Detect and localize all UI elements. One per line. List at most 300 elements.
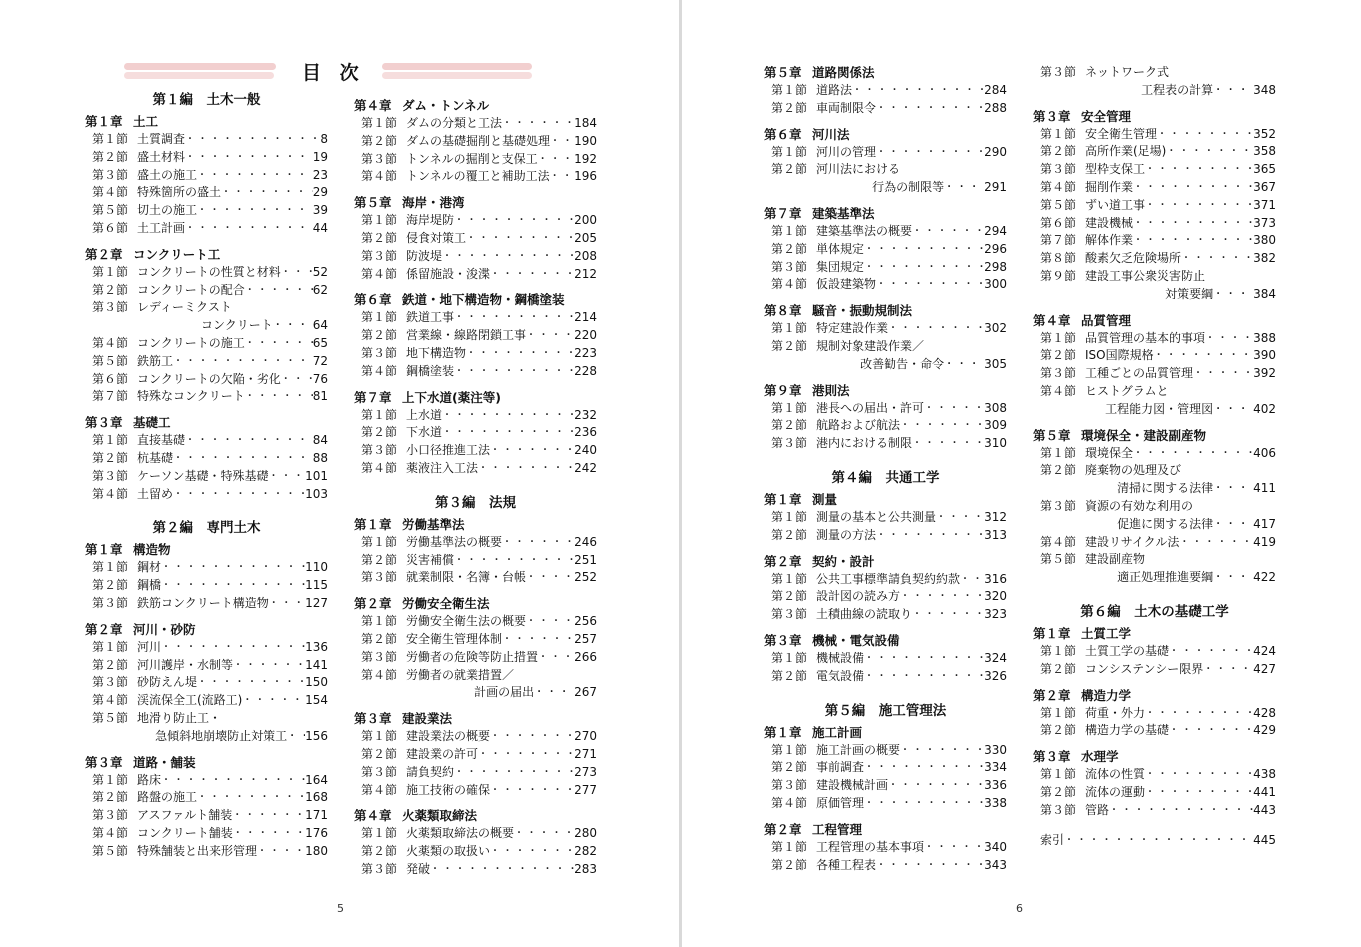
page-number: 81	[312, 389, 328, 404]
section-number: 第３節	[361, 151, 398, 166]
leader-dots	[466, 230, 574, 248]
chapter-title: 河川・砂防	[133, 621, 196, 637]
leader-dots	[1203, 661, 1253, 679]
section-number: 第７節	[1040, 233, 1077, 248]
toc-spacer	[85, 238, 328, 246]
leader-dots	[245, 388, 313, 406]
toc-entry	[354, 460, 597, 478]
chapter-number: 第６章	[764, 126, 802, 142]
section-title-wrap	[406, 266, 574, 284]
leader-dots	[173, 353, 313, 371]
leader-dots	[502, 534, 574, 552]
leader-dots	[185, 149, 313, 167]
section-title: 侵食対策工	[406, 230, 467, 245]
section-number: 第３節	[92, 595, 129, 610]
page-number-right: 6	[1016, 902, 1023, 915]
toc-entry	[354, 613, 597, 631]
toc-entry	[354, 230, 597, 248]
toc-entry-continuation	[764, 356, 1007, 374]
toc-entry	[1033, 215, 1276, 233]
section-title: 索引	[1040, 832, 1065, 847]
section-title: 鉄道工事	[406, 310, 455, 325]
toc-entry	[354, 407, 597, 425]
section-title: 廃棄物の処理及び	[1085, 463, 1182, 478]
section-title: 労働者の就業措置／	[406, 667, 515, 682]
page-number: 288	[984, 100, 1007, 115]
leader-dots	[864, 668, 984, 686]
section-number: 第４節	[771, 277, 808, 292]
leader-dots	[924, 839, 984, 857]
toc-column-1	[85, 87, 328, 861]
section-title: 事前調査	[816, 760, 865, 775]
toc-spacer	[354, 283, 597, 291]
section-title-wrap	[137, 264, 313, 282]
leader-dots	[478, 746, 574, 764]
toc-entry	[85, 282, 328, 300]
toc-entry	[764, 223, 1007, 241]
leader-dots	[1133, 232, 1253, 250]
section-title-wrap	[816, 571, 984, 589]
page-number: 214	[574, 310, 597, 325]
leader-dots	[490, 843, 574, 861]
toc-entry	[85, 149, 328, 167]
section-title: コンクリートの性質と材料	[137, 264, 281, 279]
section-title: 土留め	[137, 486, 174, 501]
section-number: 第１節	[1040, 643, 1077, 658]
leader-dots	[197, 167, 313, 185]
title-decoration-right-2	[382, 72, 532, 79]
section-title: 施工技術の確保	[406, 782, 491, 797]
section-title-wrap	[406, 534, 574, 552]
section-number: 第２節	[771, 527, 808, 542]
leader-dots	[197, 789, 305, 807]
toc-entry	[1033, 498, 1276, 516]
section-number: 第３節	[1040, 65, 1077, 79]
toc-entry	[354, 843, 597, 861]
toc-entry	[764, 276, 1007, 294]
toc-entry	[764, 320, 1007, 338]
section-title-wrap	[816, 795, 984, 813]
section-title: 特定建設作業	[816, 321, 889, 336]
section-number: 第２節	[771, 162, 808, 177]
section-title: 測量の方法	[816, 527, 877, 542]
toc-entry	[354, 649, 597, 667]
toc-entry	[354, 728, 597, 746]
toc-spacer	[764, 813, 1007, 821]
page-number: 208	[574, 248, 597, 263]
section-title-wrap	[137, 202, 313, 220]
toc-entry	[764, 417, 1007, 435]
chapter-title: 工程管理	[812, 821, 863, 837]
chapter-heading	[764, 64, 1007, 82]
page-number: 316	[984, 571, 1007, 586]
page-number: 184	[574, 116, 597, 130]
page-number: 309	[984, 418, 1007, 433]
section-number: 第５節	[92, 710, 129, 725]
section-title: 渓流保全工(流路工)	[137, 693, 243, 708]
section-title: 構造力学の基礎	[1085, 723, 1170, 738]
toc-entry	[354, 569, 597, 587]
toc-entry	[85, 772, 328, 790]
toc-spacer	[764, 197, 1007, 205]
chapter-title: 環境保全・建設副産物	[1081, 427, 1207, 443]
section-title: 型枠支保工	[1085, 162, 1146, 177]
chapter-number: 第１章	[764, 491, 802, 507]
leader-dots	[257, 843, 305, 861]
section-title-continued: 清掃に関する法律	[1117, 481, 1214, 496]
page-number: 212	[574, 266, 597, 281]
chapter-number: 第２章	[1033, 687, 1071, 703]
title-decoration-left-2	[124, 72, 274, 79]
page-number: 411	[1253, 481, 1276, 496]
section-number: 第１節	[1040, 126, 1077, 141]
section-title: 集団規定	[816, 259, 865, 274]
toc-entry	[354, 309, 597, 327]
chapter-heading	[764, 632, 1007, 650]
section-title: ISO国際規格	[1085, 348, 1154, 363]
leader-dots	[233, 657, 305, 675]
section-title-wrap	[816, 259, 984, 277]
section-title-wrap	[816, 161, 1007, 179]
section-title: コンクリートの配合	[137, 282, 245, 297]
section-title-wrap	[816, 320, 984, 338]
section-title-wrap	[1085, 445, 1253, 463]
section-title: 特殊なコンクリート	[137, 389, 245, 404]
section-title: 労働者の危険等防止措置	[406, 649, 539, 664]
section-title-wrap	[816, 338, 1007, 356]
page-number: 251	[574, 552, 597, 567]
toc-entry	[1033, 161, 1276, 179]
section-title-wrap	[406, 151, 574, 169]
leader-dots	[281, 264, 313, 282]
section-number: 第２節	[1040, 784, 1077, 799]
leader-dots	[281, 371, 313, 389]
toc-spacer	[764, 374, 1007, 382]
toc-entry	[764, 527, 1007, 545]
page-right	[682, 0, 1361, 947]
page-number: 290	[984, 144, 1007, 159]
section-title-wrap	[406, 363, 574, 381]
part-heading: 第４編 共通工学	[831, 469, 940, 486]
leader-dots	[1169, 643, 1253, 661]
leader-dots	[1193, 365, 1253, 383]
leader-dots	[526, 613, 574, 631]
section-number: 第２節	[361, 328, 398, 343]
section-title: コンクリートの施工	[137, 335, 245, 350]
toc-entry	[85, 167, 328, 185]
toc-entry	[764, 650, 1007, 668]
chapter-number: 第８章	[764, 303, 802, 319]
page-number: 443	[1253, 802, 1276, 817]
page-number: 127	[305, 595, 328, 610]
page-number: 277	[574, 782, 597, 797]
leader-dots	[1145, 784, 1253, 802]
toc-entry	[764, 668, 1007, 686]
section-number: 第２節	[771, 760, 808, 775]
section-title: 河川の管理	[816, 144, 877, 159]
leader-dots	[944, 356, 984, 374]
leader-dots	[221, 184, 313, 202]
section-number: 第４節	[92, 335, 129, 350]
toc-entry	[85, 220, 328, 238]
page-number: 171	[305, 808, 328, 823]
leader-dots	[245, 282, 313, 300]
page-number: 101	[305, 468, 328, 483]
section-title-wrap	[1085, 250, 1253, 268]
page-number: 326	[984, 668, 1007, 683]
page-number: 310	[984, 436, 1007, 451]
section-title: 砂防えん堤	[137, 675, 198, 690]
section-title-wrap	[406, 843, 574, 861]
section-title: 土工計画	[137, 220, 186, 235]
section-title-wrap	[137, 220, 313, 238]
chapter-number: 第５章	[354, 195, 392, 211]
section-title-wrap	[137, 486, 305, 504]
toc-entry	[764, 742, 1007, 760]
toc-entry	[354, 782, 597, 800]
section-title-continued: 促進に関する法律	[1117, 516, 1214, 531]
leader-dots	[900, 742, 984, 760]
section-number: 第５節	[92, 843, 129, 858]
section-title-wrap	[1085, 365, 1253, 383]
section-number: 第４節	[1040, 534, 1077, 549]
section-title: 杭基礎	[137, 450, 174, 465]
leader-dots	[197, 202, 313, 220]
chapter-heading	[1033, 625, 1276, 643]
toc-entry	[85, 639, 328, 657]
page-number: 242	[574, 460, 597, 475]
section-title: 建設機械計画	[816, 778, 889, 793]
chapter-number: 第１章	[85, 542, 123, 558]
page-number: 373	[1253, 215, 1276, 230]
page-number: 324	[984, 650, 1007, 665]
page-number: 438	[1253, 767, 1276, 782]
toc-entry	[354, 327, 597, 345]
page-number: 441	[1253, 784, 1276, 799]
section-title: 港内における制限	[816, 436, 913, 451]
section-title: 公共工事標準請負契約約款	[816, 571, 961, 586]
section-title-wrap	[816, 82, 984, 100]
page-number: 380	[1253, 233, 1276, 248]
leader-dots	[490, 728, 574, 746]
section-title: トンネルの覆工と補助工法	[406, 169, 550, 184]
page-number: 417	[1253, 516, 1276, 531]
page-number: 266	[574, 649, 597, 664]
section-title-continued: 行為の制限等	[872, 180, 945, 195]
toc-entry	[1033, 722, 1276, 740]
page-number: 220	[574, 328, 597, 343]
section-number: 第１節	[771, 650, 808, 665]
section-number: 第１節	[361, 729, 398, 744]
page-number: 164	[305, 772, 328, 787]
leader-dots	[442, 424, 574, 442]
toc-entry	[764, 400, 1007, 418]
leader-dots	[161, 577, 305, 595]
section-title-wrap	[1085, 330, 1253, 348]
toc-entry	[764, 795, 1007, 813]
leader-dots	[233, 825, 305, 843]
leader-dots	[852, 82, 984, 100]
toc-entry	[764, 435, 1007, 453]
toc-entry	[764, 759, 1007, 777]
section-title-wrap	[137, 710, 328, 728]
page-number: 64	[312, 318, 328, 333]
part-heading: 第６編 土木の基礎工学	[1080, 603, 1229, 620]
section-number: 第２節	[92, 282, 129, 297]
toc-entry-continuation	[1033, 516, 1276, 534]
page-number: 323	[984, 607, 1007, 622]
toc-entry	[354, 825, 597, 843]
page-number: 267	[574, 685, 597, 700]
section-title-wrap	[1085, 498, 1276, 516]
chapter-title: 港則法	[812, 382, 850, 398]
section-title-wrap	[137, 167, 313, 185]
section-title: 鋼橋	[137, 578, 162, 593]
page-left	[0, 0, 679, 947]
section-number: 第１節	[92, 132, 129, 146]
section-title-wrap	[816, 144, 984, 162]
leader-dots	[1145, 705, 1253, 723]
chapter-title: 基礎工	[133, 415, 171, 431]
leader-dots	[454, 552, 574, 570]
section-title-wrap	[137, 371, 313, 389]
toc-spacer	[1033, 679, 1276, 687]
section-number: 第１節	[771, 400, 808, 415]
page-number: 382	[1253, 251, 1276, 266]
leader-dots	[960, 571, 984, 589]
page-number: 223	[574, 345, 597, 360]
leader-dots	[1145, 161, 1253, 179]
section-title: 港長への届出・許可	[816, 400, 925, 415]
page-number: 419	[1253, 534, 1276, 549]
chapter-number: 第３章	[354, 711, 392, 727]
leader-dots	[534, 684, 574, 702]
section-title-wrap	[137, 843, 305, 861]
chapter-number: 第９章	[764, 382, 802, 398]
toc-column-2	[354, 97, 597, 879]
section-title: 掘削作業	[1085, 179, 1134, 194]
toc-entry	[85, 692, 328, 710]
section-title: 営業線・線路閉鎖工事	[406, 328, 527, 343]
section-number: 第３節	[771, 436, 808, 451]
section-number: 第４節	[1040, 179, 1077, 194]
section-number: 第７節	[92, 389, 129, 404]
leader-dots	[514, 825, 574, 843]
leader-dots	[526, 569, 574, 587]
section-title: 災害補償	[406, 552, 455, 567]
page-number: 150	[305, 675, 328, 690]
chapter-heading	[764, 491, 1007, 509]
leader-dots	[1109, 802, 1253, 820]
page-number: 190	[574, 133, 597, 148]
toc-spacer	[85, 406, 328, 414]
section-title-wrap	[1085, 126, 1253, 144]
chapter-number: 第４章	[354, 808, 392, 824]
chapter-title: 海岸・港湾	[402, 195, 465, 211]
section-number: 第３節	[771, 259, 808, 274]
section-title-wrap	[137, 149, 313, 167]
toc-spacer	[85, 613, 328, 621]
section-title-wrap	[406, 407, 574, 425]
leader-dots	[269, 468, 306, 486]
leader-dots	[454, 764, 574, 782]
page-number: 110	[305, 560, 328, 575]
section-title-wrap	[137, 282, 313, 300]
page-number: 343	[984, 857, 1007, 872]
toc-entry	[764, 144, 1007, 162]
section-title-wrap	[816, 276, 984, 294]
section-title: 環境保全	[1085, 445, 1134, 460]
page-number: 282	[574, 844, 597, 859]
section-number: 第１節	[771, 144, 808, 159]
chapter-number: 第２章	[764, 821, 802, 837]
part-heading: 第１編 土木一般	[152, 92, 261, 108]
chapter-title: 道路・舗装	[133, 754, 196, 770]
chapter-title: 土工	[133, 114, 159, 129]
chapter-title: 火薬類取締法	[402, 808, 478, 824]
section-title-wrap	[137, 577, 305, 595]
section-title-continued: 急傾斜地崩壊防止対策工	[155, 728, 288, 743]
section-title-wrap	[406, 115, 574, 133]
leader-dots	[864, 759, 984, 777]
chapter-heading	[85, 621, 328, 639]
section-title: 係留施設・浚渫	[406, 266, 491, 281]
leader-dots	[442, 407, 574, 425]
section-title-wrap	[1085, 197, 1253, 215]
leader-dots	[1154, 347, 1253, 365]
leader-dots	[197, 674, 305, 692]
section-title: 労働安全衛生法の概要	[406, 614, 527, 629]
toc-entry	[85, 486, 328, 504]
chapter-number: 第１章	[354, 516, 392, 532]
leader-dots	[478, 460, 574, 478]
toc-entry	[1033, 268, 1276, 286]
page-number: 76	[312, 371, 328, 386]
section-title-wrap	[1085, 215, 1253, 233]
section-title: 電気設備	[816, 668, 865, 683]
section-title-wrap	[406, 764, 574, 782]
chapter-number: 第３章	[1033, 108, 1071, 124]
section-title-wrap	[406, 309, 574, 327]
section-title-wrap	[816, 435, 984, 453]
section-title-wrap	[137, 595, 305, 613]
section-number: 第５節	[1040, 552, 1077, 567]
page-number: 19	[312, 149, 328, 164]
section-title-wrap	[406, 613, 574, 631]
page-number: 358	[1253, 144, 1276, 159]
page-number: 305	[984, 356, 1007, 371]
toc-entry-continuation	[85, 317, 328, 335]
chapter-number: 第６章	[354, 292, 392, 308]
section-title-wrap	[406, 569, 574, 587]
leader-dots	[1133, 179, 1253, 197]
section-number: 第２節	[92, 578, 129, 593]
chapter-title: 労働基準法	[402, 516, 465, 532]
section-number: 第２節	[361, 552, 398, 567]
section-title-wrap	[1085, 64, 1276, 82]
leader-dots	[490, 442, 574, 460]
chapter-title: 機械・電気設備	[812, 632, 900, 648]
chapter-number: 第３章	[1033, 749, 1071, 765]
section-title: 航路および航法	[816, 418, 901, 433]
section-title-wrap	[406, 649, 574, 667]
leader-dots	[430, 861, 574, 879]
chapter-heading	[354, 194, 597, 212]
section-number: 第４節	[1040, 383, 1077, 398]
section-title-wrap	[137, 335, 313, 353]
chapter-title: 契約・設計	[812, 553, 875, 569]
page-number: 176	[305, 825, 328, 840]
